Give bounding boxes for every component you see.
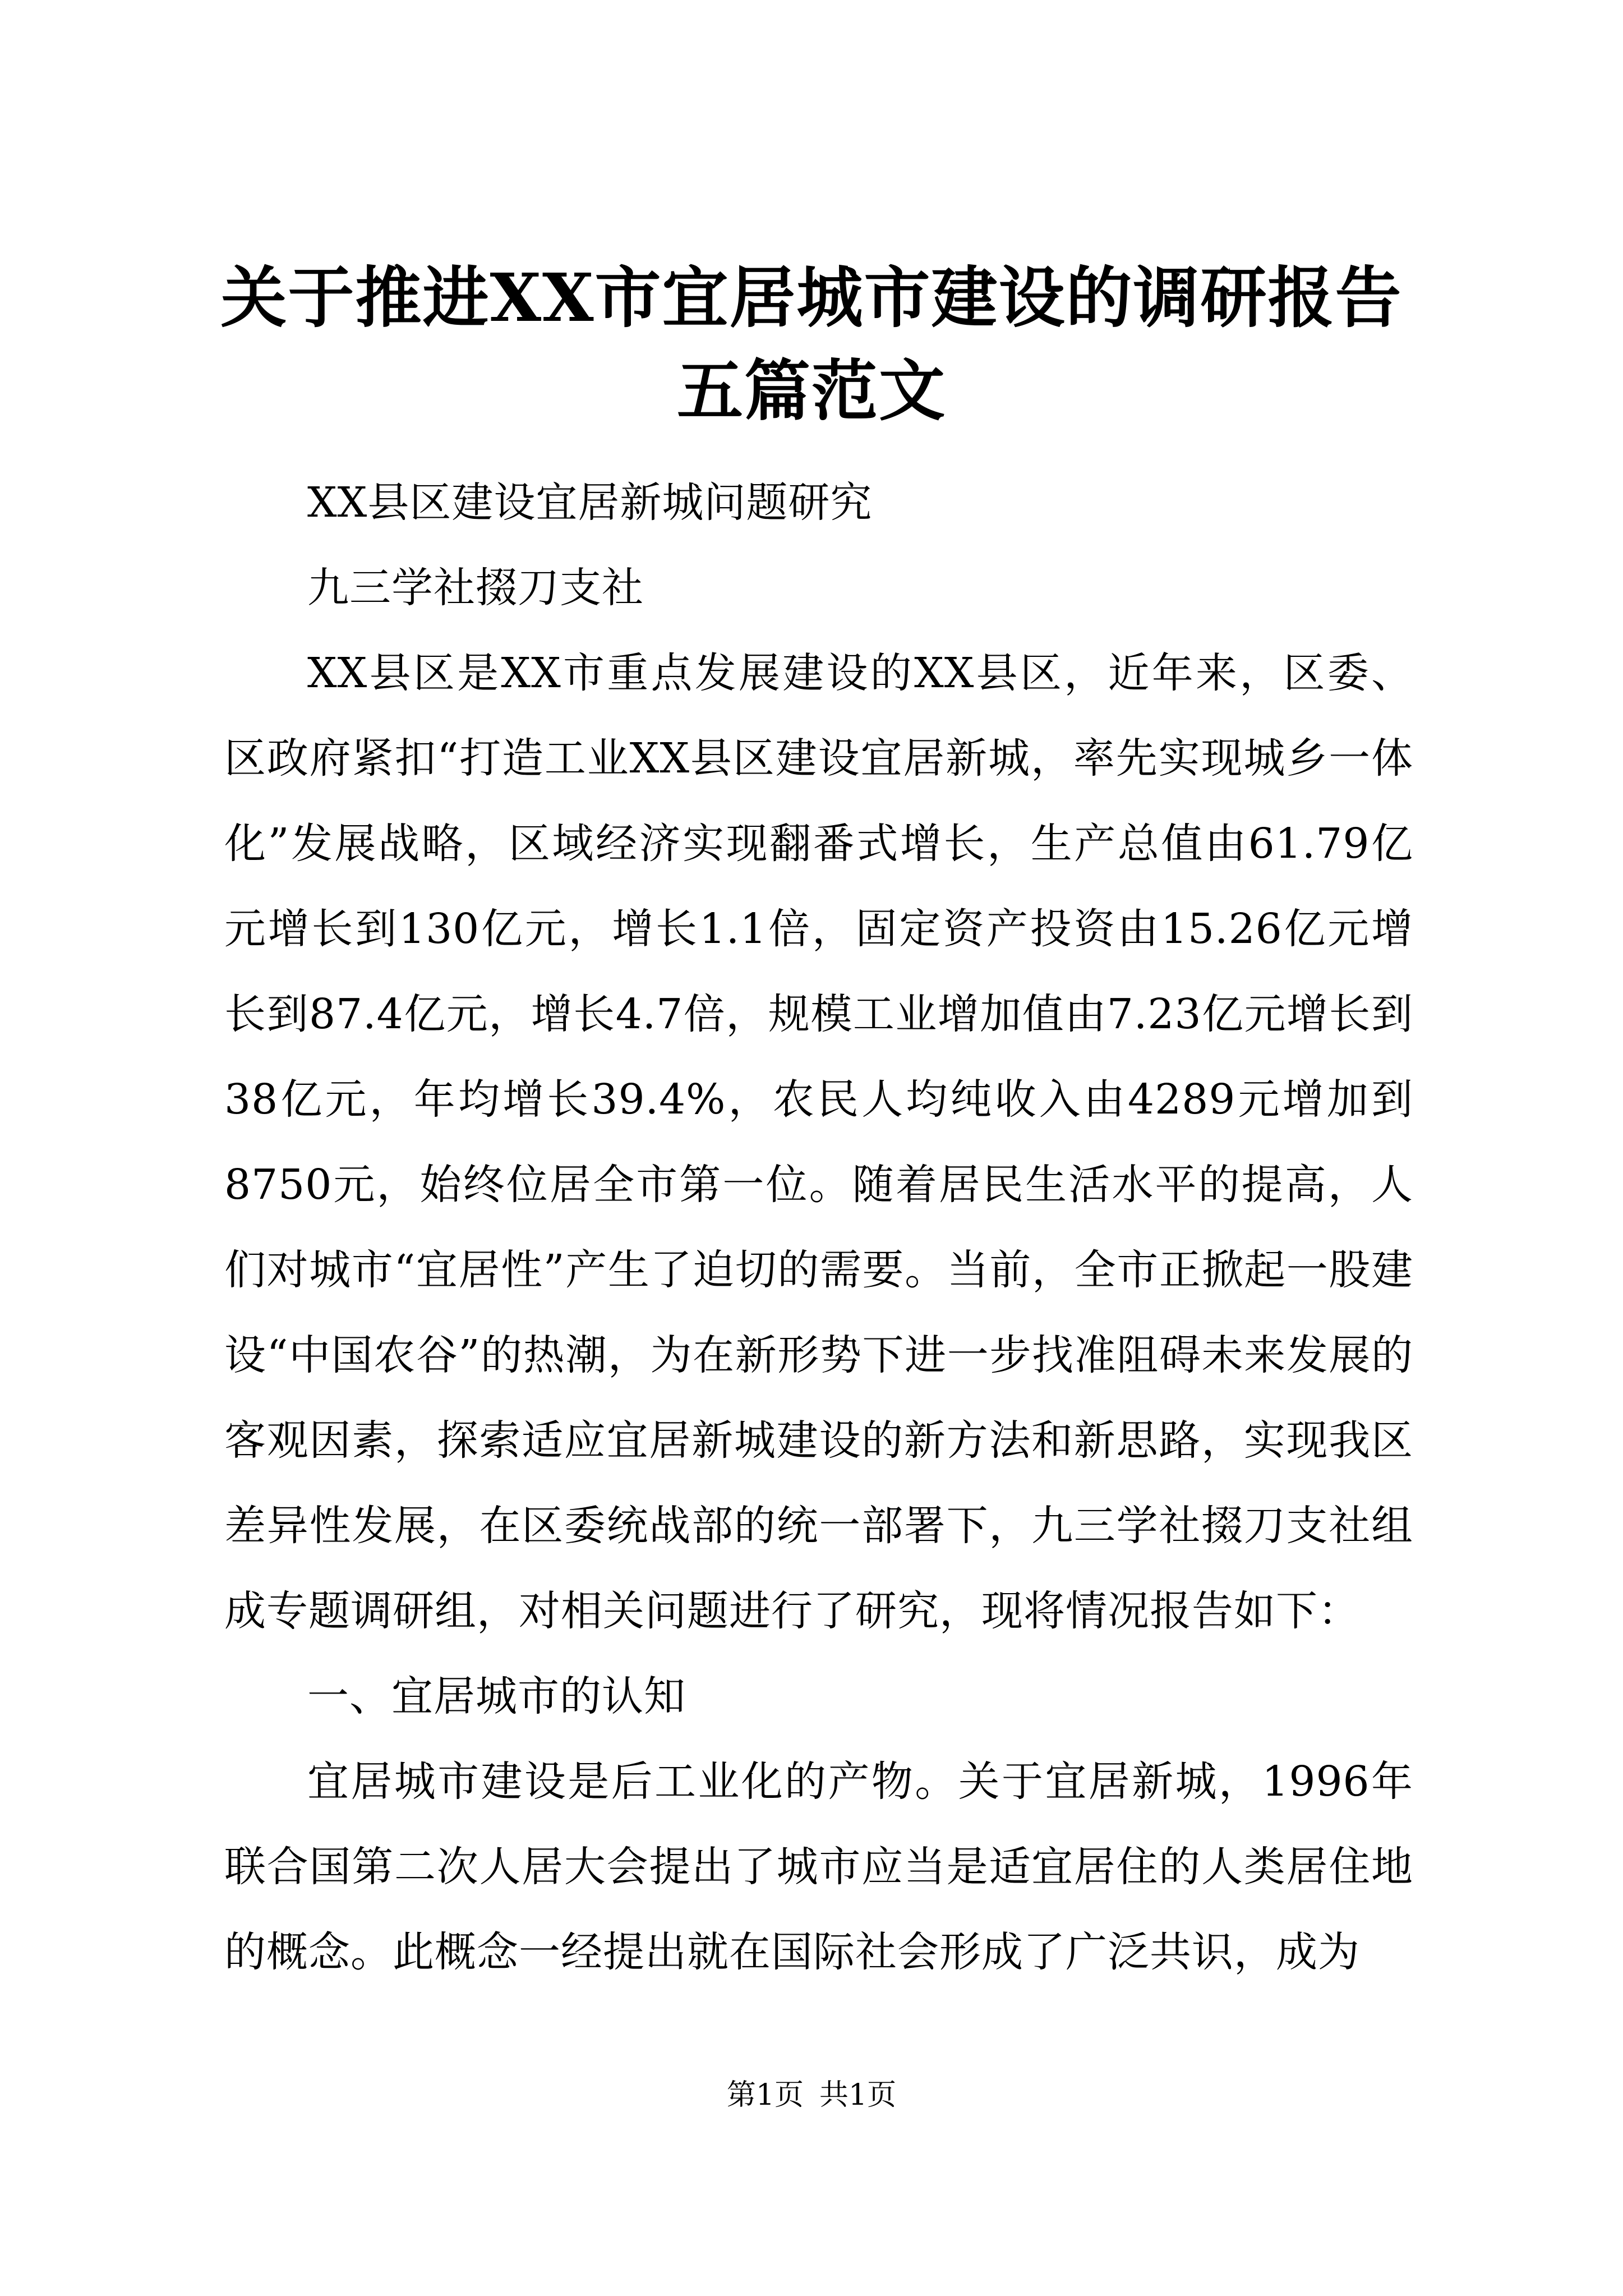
body-paragraph: 宜居城市建设是后工业化的产物。关于宜居新城，1996年联合国第二次人居大会提出了城市应当是适宜居住的人类居住地的概念。此概念一经提出就在国际社会形成了广泛共识，成为 [224,1757,1413,1976]
document-body [224,460,1413,1995]
document-title: 关于推进XX市宜居城市建设的调研报告五篇范文 [220,259,1403,430]
page-number: 第1页 [726,2078,804,2112]
author-paragraph: 九三学社掇刀支社 [307,564,644,612]
intro-paragraph: XX县区是XX市重点发展建设的XX县区，近年来，区委、区政府紧扣“打造工业XX县区建设宜居新城，率先实现城乡一体化”发展战略，区域经济实现翻番式增长，生产总值由61.79亿元增长到130亿元，增长1.1倍，固定资产投资由15.26亿元增长到87.4亿元，增长4.7倍，规模工业增加值由7.23亿元增长到38亿元，年均增长39.4%，农民人均纯收入由4289元增加到8750元，始终位居全市第一位。随着居民生活水平的提高，人们对城市“宜居性”产生了迫切的需要。当前，全市正掀起一股建设“中国农谷”的热潮，为在新形势下进一步找准阻碍未来发展的客观因素，探索适应宜居新城建设的新方法和新思路，实现我区差异性发展，在区委统战部的统一部署下，九三学社掇刀支社组成专题调研组，对相关问题进行了研究，现将情况报告如下： [224,649,1413,1635]
section-heading: 一、宜居城市的认知 [307,1672,686,1720]
subtitle-paragraph: XX县区建设宜居新城问题研究 [307,478,873,527]
page-footer [0,2076,1623,2115]
page-total: 共1页 [819,2078,897,2112]
